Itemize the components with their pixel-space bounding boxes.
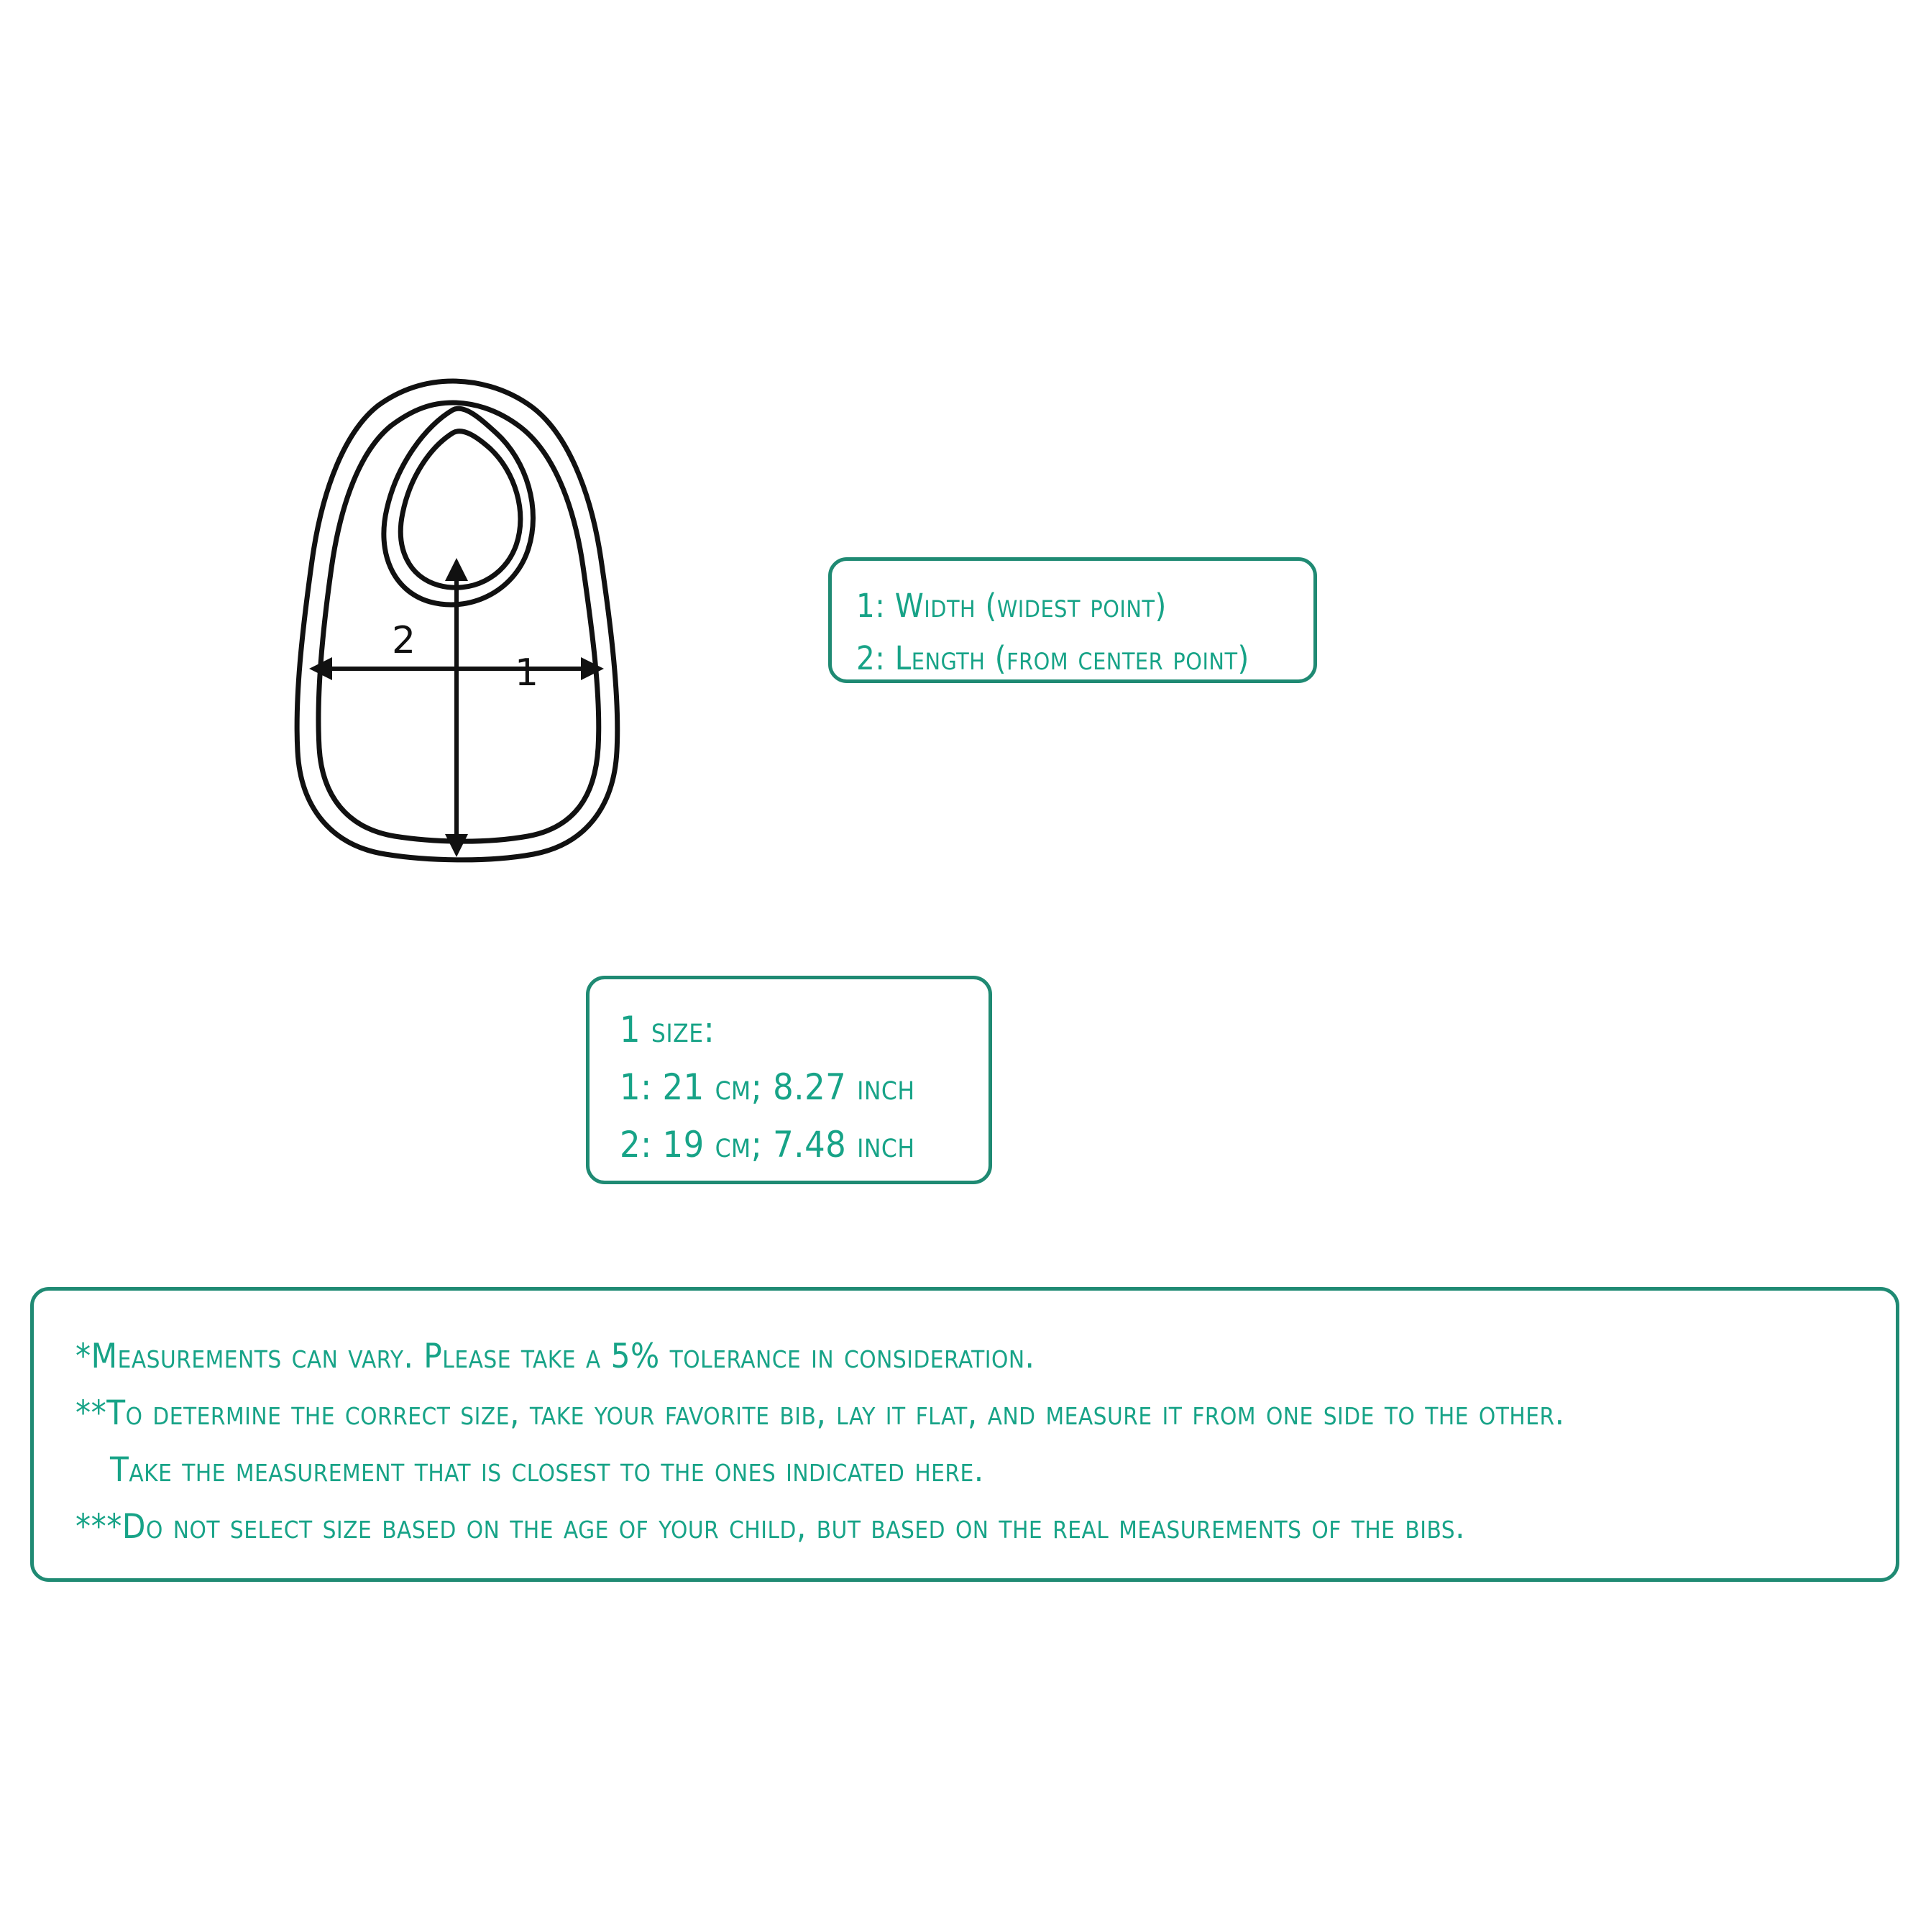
legend-line-length: 2: Length (from center point) bbox=[856, 639, 1249, 677]
size-chart-box bbox=[586, 976, 992, 1184]
bib-neck-hole-inner bbox=[400, 431, 520, 588]
notes-box bbox=[30, 1287, 1899, 1582]
size-chart-heading: 1 size: bbox=[620, 1009, 715, 1050]
legend-line-width: 1: Width (widest point) bbox=[856, 587, 1167, 625]
bib-illustration bbox=[237, 360, 669, 877]
size-chart-row-length: 2: 19 cm; 7.48 inch bbox=[620, 1124, 915, 1166]
note-line-measure-continued: Take the measurement that is closest to the ones indicated here. bbox=[110, 1450, 984, 1490]
legend-box bbox=[828, 557, 1317, 683]
note-line-measure: **To determine the correct size, take your favorite bib, lay it flat, and measure it from one side to the other. bbox=[75, 1393, 1565, 1433]
note-line-age: ***Do not select size based on the age of your child, but based on the real measurements of the bibs. bbox=[75, 1507, 1466, 1547]
width-marker-label: 1 bbox=[515, 651, 539, 695]
size-chart-row-width: 1: 21 cm; 8.27 inch bbox=[620, 1066, 915, 1108]
length-marker-label: 2 bbox=[392, 619, 416, 662]
note-line-tolerance: *Measurements can vary. Please take a 5% tolerance in consideration. bbox=[75, 1337, 1035, 1376]
